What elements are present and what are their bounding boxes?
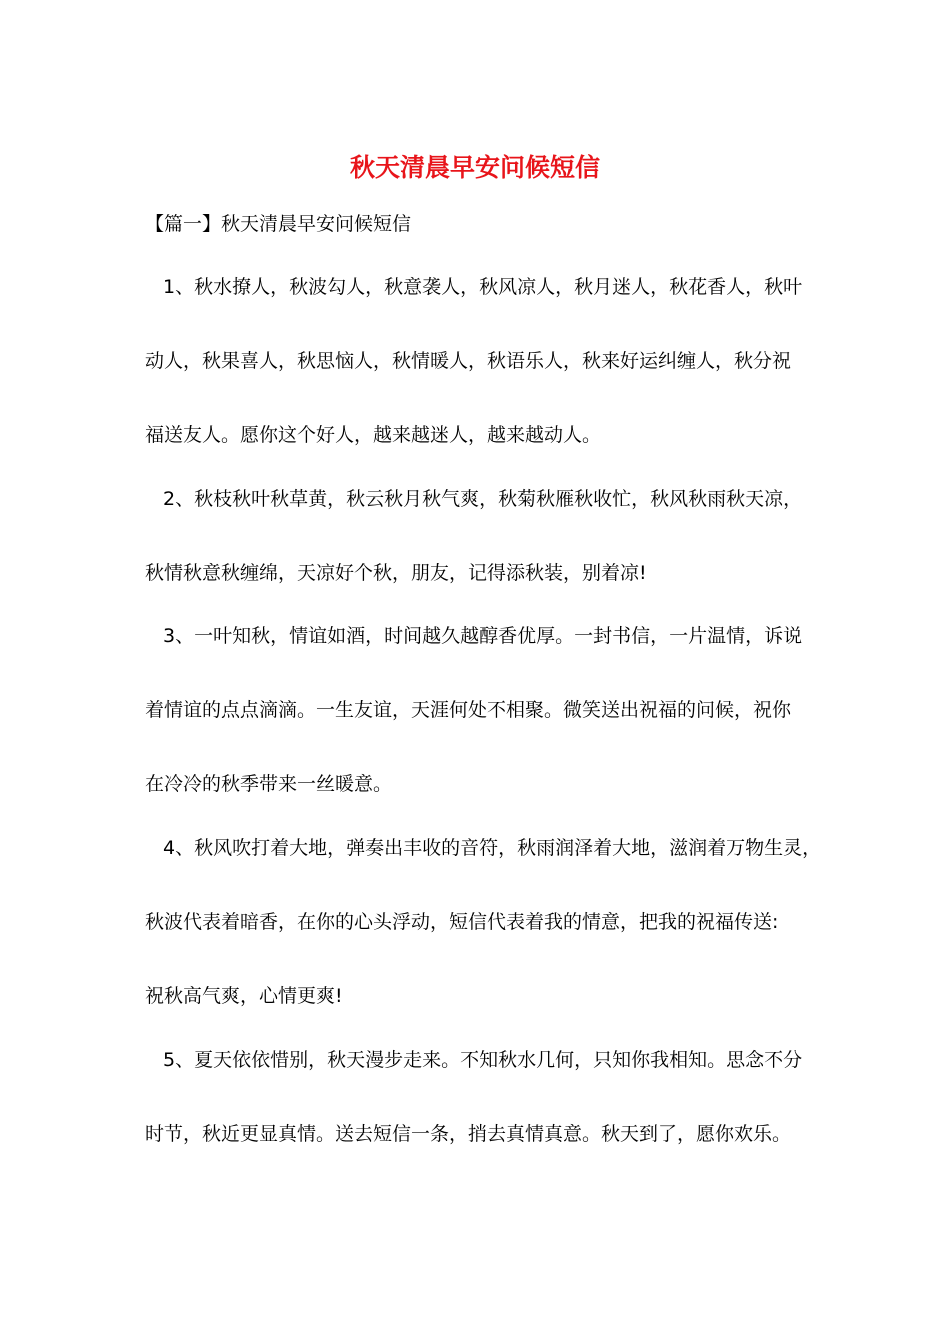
document-title: 秋天清晨早安问候短信 xyxy=(349,153,600,182)
paragraph-2-line-1: 2、秋枝秋叶秋草黄，秋云秋月秋气爽，秋菊秋雁秋收忙，秋风秋雨秋天凉， xyxy=(163,488,803,510)
paragraph-5-line-1: 5、夏天依依惜别，秋天漫步走来。不知秋水几何，只知你我相知。思念不分 xyxy=(163,1049,803,1071)
paragraph-2-line-2: 秋情秋意秋缠绵，天凉好个秋，朋友，记得添秋装，别着凉! xyxy=(145,562,647,584)
section-heading: 【篇一】秋天清晨早安问候短信 xyxy=(145,213,412,235)
paragraph-4-line-2: 秋波代表着暗香，在你的心头浮动，短信代表着我的情意，把我的祝福传送: xyxy=(145,911,779,933)
paragraph-3-line-1: 3、一叶知秋，情谊如酒，时间越久越醇香优厚。一封书信，一片温情，诉说 xyxy=(163,625,803,647)
paragraph-1-line-1: 1、秋水撩人，秋波勾人，秋意袭人，秋风凉人，秋月迷人，秋花香人，秋叶 xyxy=(163,276,803,298)
paragraph-4-line-1: 4、秋风吹打着大地，弹奏出丰收的音符，秋雨润泽着大地，滋润着万物生灵， xyxy=(163,837,822,859)
paragraph-3-line-2: 着情谊的点点滴滴。一生友谊，天涯何处不相聚。微笑送出祝福的问候，祝你 xyxy=(145,699,792,721)
paragraph-1-line-2: 动人，秋果喜人，秋思恼人，秋情暖人，秋语乐人，秋来好运纠缠人，秋分祝 xyxy=(145,350,792,372)
paragraph-5-line-2: 时节，秋近更显真情。送去短信一条，捎去真情真意。秋天到了，愿你欢乐。 xyxy=(145,1123,792,1145)
paragraph-1-line-3: 福送友人。愿你这个好人，越来越迷人，越来越动人。 xyxy=(145,424,602,446)
paragraph-3-line-3: 在冷冷的秋季带来一丝暖意。 xyxy=(145,773,393,795)
paragraph-4-line-3: 祝秋高气爽，心情更爽! xyxy=(145,985,343,1007)
